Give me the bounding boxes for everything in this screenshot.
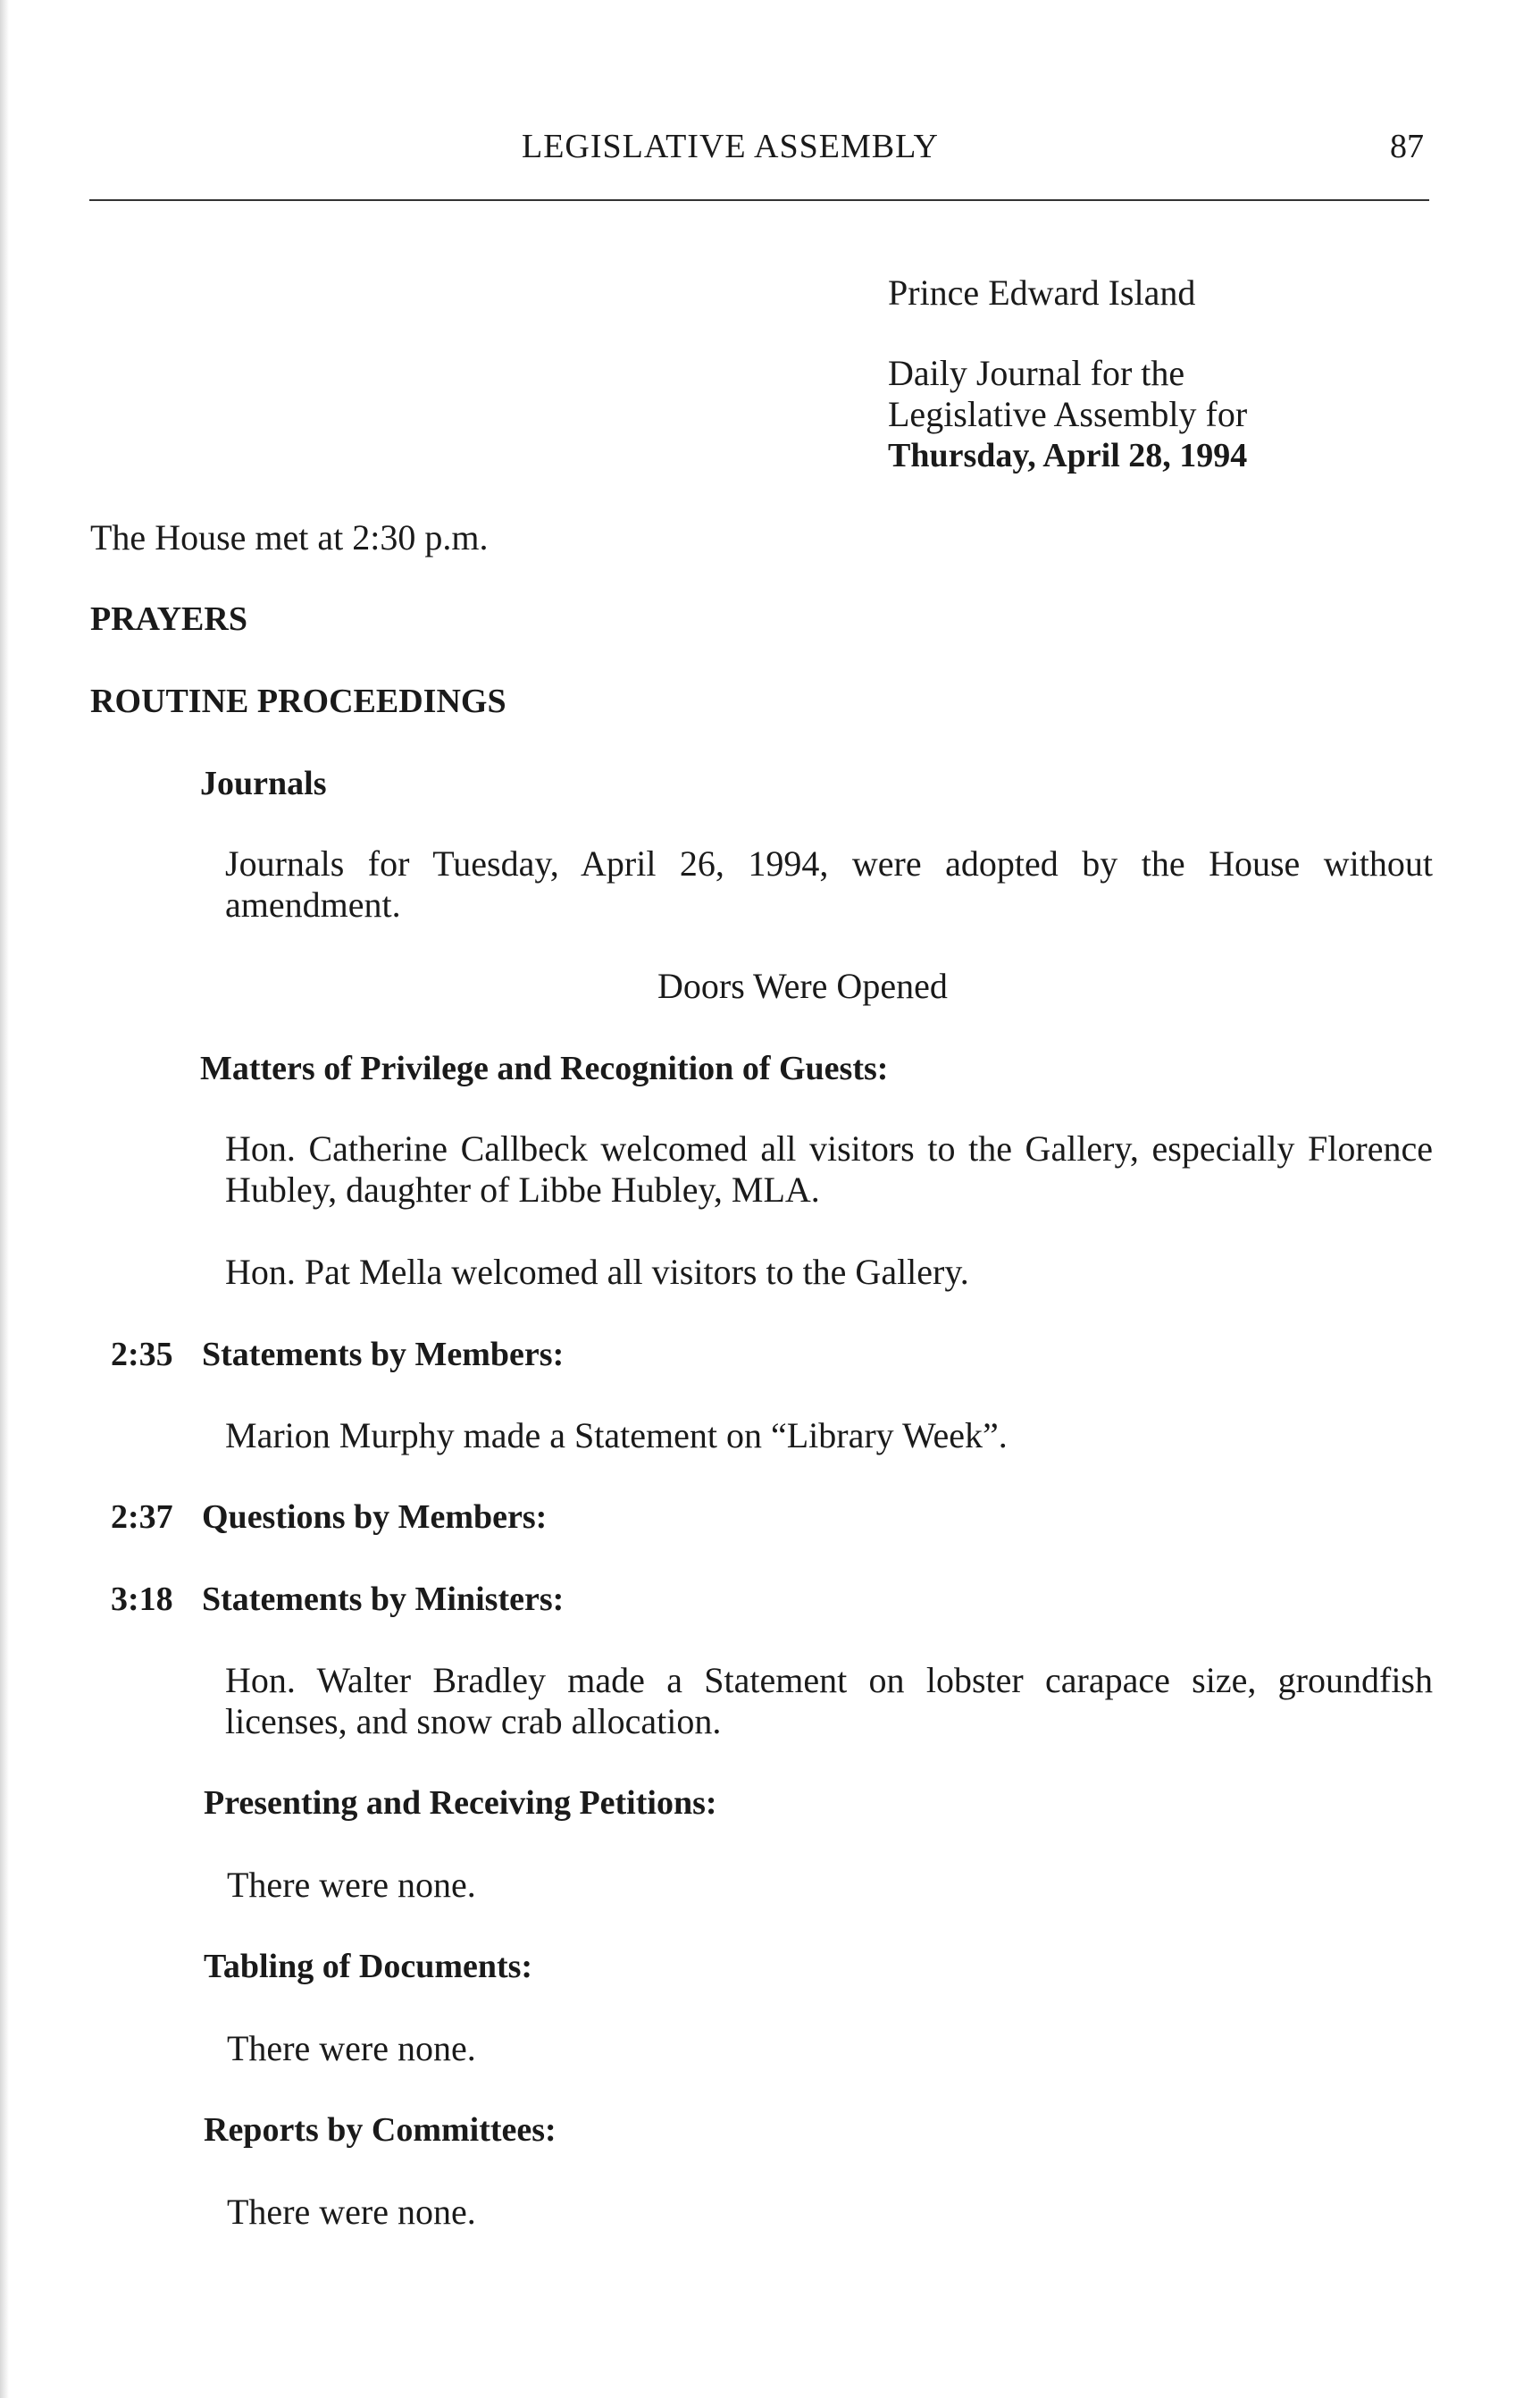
prayers-heading: PRAYERS: [90, 600, 247, 638]
statements-by-ministers-text: Hon. Walter Bradley made a Statement on lobster carapace size, groundfish licenses, and snow crab allocation.: [225, 1660, 1433, 1741]
page-edge-shadow: [0, 0, 9, 2398]
statements-by-members-heading: Statements by Members:: [202, 1336, 565, 1373]
province-name: Prince Edward Island: [888, 272, 1196, 313]
doors-opened-line: Doors Were Opened: [657, 966, 948, 1006]
privilege-text-mella: Hon. Pat Mella welcomed all visitors to the Gallery.: [225, 1252, 969, 1292]
journal-date: Thursday, April 28, 1994: [888, 437, 1248, 474]
running-header-title: LEGISLATIVE ASSEMBLY: [522, 128, 939, 165]
committees-text: There were none.: [227, 2192, 476, 2232]
tabling-heading: Tabling of Documents:: [204, 1948, 533, 1985]
time-stamp: 3:18: [111, 1580, 173, 1618]
header-rule: [89, 199, 1429, 201]
journal-title-line-1: Daily Journal for the: [888, 353, 1185, 393]
tabling-text: There were none.: [227, 2028, 476, 2068]
journals-heading: Journals: [200, 765, 327, 802]
petitions-heading: Presenting and Receiving Petitions:: [204, 1784, 717, 1822]
routine-proceedings-heading: ROUTINE PROCEEDINGS: [90, 683, 506, 720]
time-stamp: 2:35: [111, 1336, 173, 1373]
statements-by-members-text: Marion Murphy made a Statement on “Library Week”.: [225, 1415, 1008, 1455]
journals-text: Journals for Tuesday, April 26, 1994, were adopted by the House without amendment.: [225, 843, 1433, 925]
statements-by-ministers-heading: Statements by Ministers:: [202, 1580, 565, 1618]
committees-heading: Reports by Committees:: [204, 2111, 557, 2149]
petitions-text: There were none.: [227, 1865, 476, 1905]
time-stamp: 2:37: [111, 1498, 173, 1536]
page-number: 87: [1390, 128, 1424, 165]
privilege-heading: Matters of Privilege and Recognition of Guests:: [200, 1050, 889, 1087]
privilege-text-callbeck: Hon. Catherine Callbeck welcomed all visitors to the Gallery, especially Florence Hubley, daughter of Libbe Hubley, MLA.: [225, 1128, 1433, 1210]
house-met-line: The House met at 2:30 p.m.: [90, 517, 489, 558]
questions-by-members-heading: Questions by Members:: [202, 1498, 548, 1536]
journal-title-line-2: Legislative Assembly for: [888, 394, 1248, 434]
